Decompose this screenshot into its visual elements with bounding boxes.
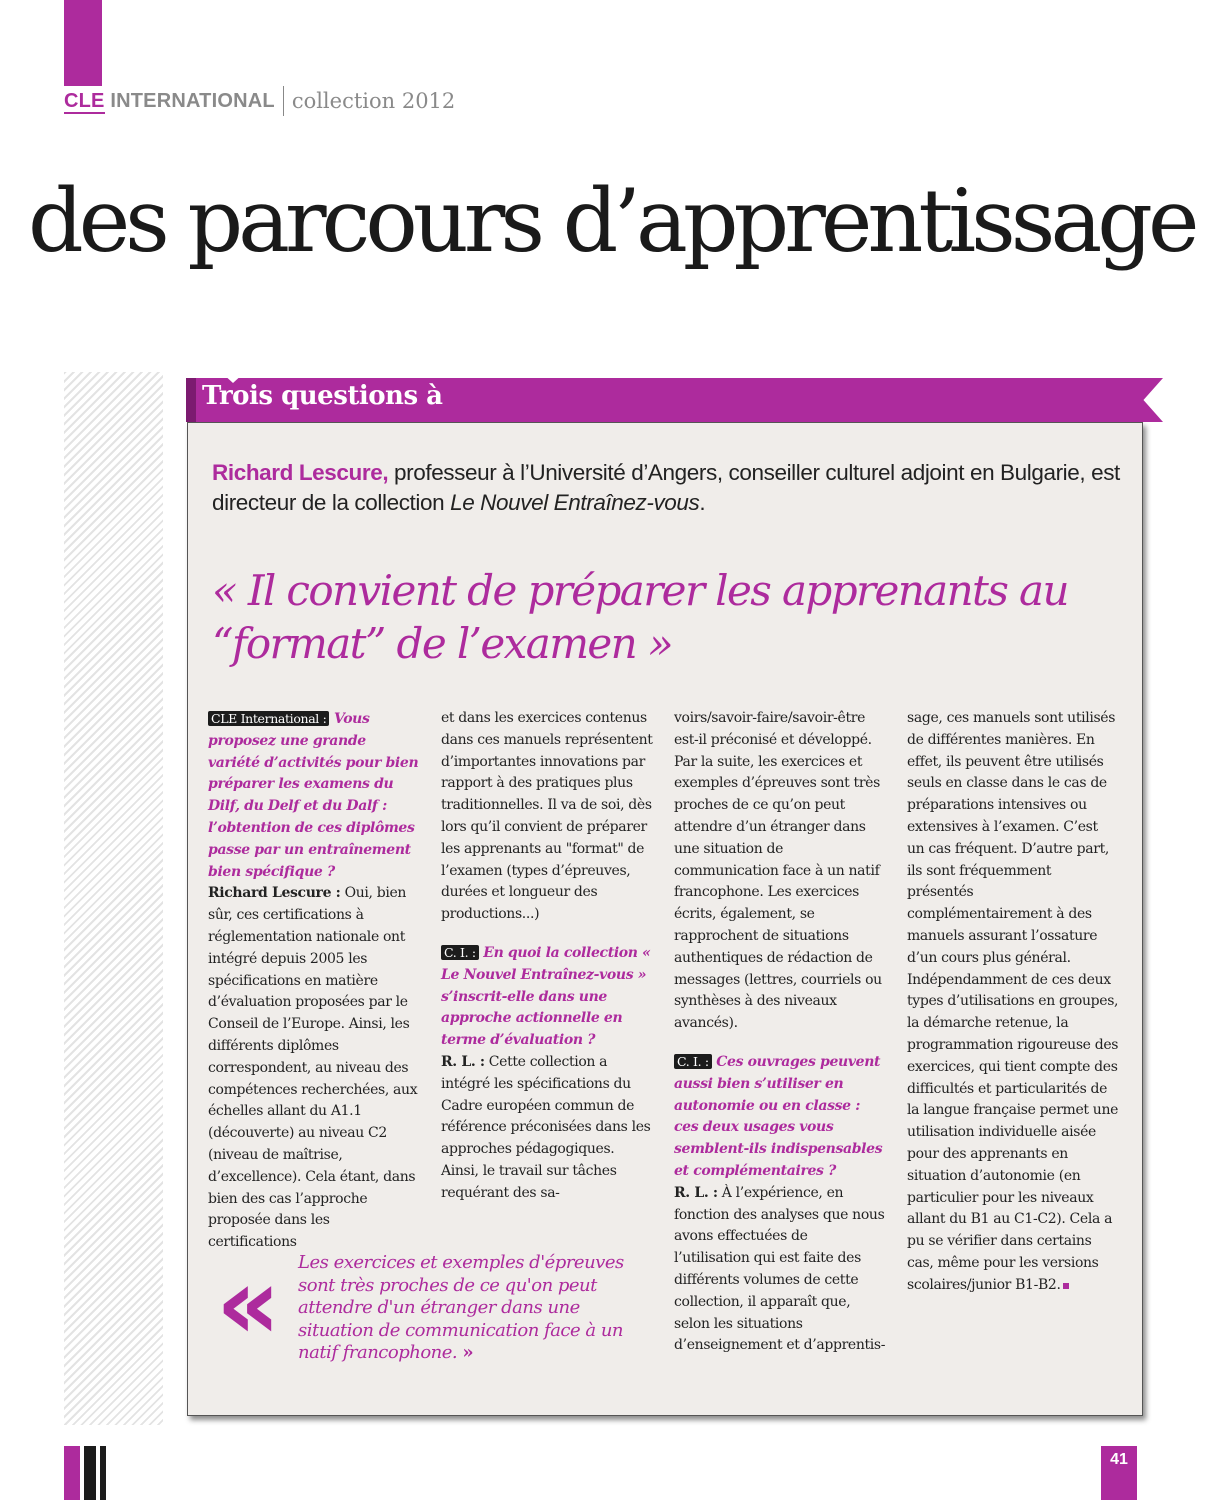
text-column-3	[674, 708, 886, 1357]
pull-quote-text: Les exercices et exemples d'épreuves sont très proches de ce qu'on peut attendre d'un étranger dans une situation de communication face à un natif francophone.	[298, 1252, 624, 1363]
pull-quote	[298, 1252, 638, 1365]
text-column-1	[208, 708, 420, 1254]
intro-paragraph	[212, 458, 1122, 518]
banner-stripe	[186, 378, 196, 422]
text-column-2	[441, 708, 653, 1205]
open-quote-icon: «	[216, 1245, 267, 1362]
text-column-4	[907, 708, 1119, 1297]
answer-1	[208, 883, 420, 1254]
question-text: En quoi la collection « Le Nouvel Entraînez-vous » s’inscrit-elle dans une approche actionnelle en terme d’évaluation ?	[441, 944, 651, 1049]
answer-3	[674, 1183, 886, 1357]
page-title: des parcours d’apprentissage	[28, 170, 1195, 272]
answer-text: À l’expérience, en fonction des analyses que nous avons effectuées de l’utilisation qui est faite des différents volumes de cette collection, il apparaît que, selon les situations d’enseignement et d’apprentis-	[674, 1184, 886, 1354]
answer-2-continued: voirs/savoir-faire/savoir-être est-il préconisé et développé. Par la suite, les exercices et exemples d’épreuves sont très proches de ce qu’on peut attendre d’un étranger dans une situation de communication face à un natif francophone. Les exercices écrits, également, se rapprochent de situations authentiques de rédaction de messages (lettres, courriels ou synthèses à des niveaux avancés).	[674, 710, 882, 1032]
question-tag: C. I. :	[441, 945, 479, 960]
brand-accent: CLE	[64, 89, 105, 112]
top-accent-bar	[64, 0, 102, 86]
answer-3-continued	[907, 708, 1119, 1297]
question-1	[208, 708, 420, 883]
header-divider	[283, 86, 284, 116]
collection-label: collection 2012	[291, 89, 456, 113]
brand-logo	[64, 90, 275, 113]
answer-text: Cette collection a intégré les spécifications du Cadre européen commun de référence préconisées dans les approches pédagogiques. Ainsi, le travail sur tâches requérant des sa-	[441, 1053, 651, 1201]
hatch-decoration	[64, 372, 163, 1425]
speaker-label: R. L. :	[441, 1053, 485, 1070]
answer-text: Oui, bien sûr, ces certifications à réglementation nationale ont intégré depuis 2005 les spécifications en matière d’évaluation proposées par le Conseil de l’Europe. Ainsi, les différents diplômes correspondent, au niveau des compétences recherchées, aux échelles allant du A1.1 (découverte) au niveau C2 (niveau de maîtrise, d’excellence). Cela étant, dans bien des cas l’approche proposée dans les certifications	[208, 885, 418, 1251]
banner-title: Trois questions à	[202, 381, 443, 411]
speaker-label: Richard Lescure :	[208, 885, 341, 902]
question-3	[674, 1051, 886, 1183]
page-number: 41	[1101, 1446, 1137, 1500]
speaker-label: R. L. :	[674, 1184, 718, 1201]
bottom-bar-accent	[64, 1446, 80, 1500]
intro-end: .	[699, 490, 706, 515]
bottom-bars-decoration	[64, 1446, 106, 1500]
page-header	[64, 86, 455, 116]
answer-text: sage, ces manuels sont utilisés de différentes manières. En effet, ils peuvent être utilisés seuls en classe dans le cas de préparations intensives ou extensives à l’examen. C’est un cas fréquent. D’autre part, ils sont fréquemment présentés complémentairement à des manuels assurant l’ossature d’un cours plus général. Indépendamment de ces deux types d’utilisations en groupes, la démarche retenue, la programmation rigoureuse des exercices, qui tient compte des difficultés et particularités de la langue française permet une utilisation individuelle aisée pour des apprenants en situation d’autonomie (en particulier pour les niveaux allant du B1 au C1-C2). Cela a pu se vérifier dans certains cas, même pour les versions scolaires/junior B1-B2.	[907, 710, 1119, 1293]
headline-quote: « Il convient de préparer les apprenants au “format” de l’examen »	[212, 566, 1068, 668]
question-text: Vous proposez une grande variété d’activités pour bien préparer les examens du Dilf, du Delf et du Dalf : l’obtention de ces diplômes passe par un entraînement bien spécifique ?	[208, 711, 419, 880]
question-text: Ces ouvrages peuvent aussi bien s’utiliser en autonomie ou en classe : ces deux usages vous semblent-ils indispensables et complémentaires ?	[674, 1053, 883, 1179]
answer-1-continued: et dans les exercices contenus dans ces manuels représentent d’importantes innovations par rapport à des pratiques plus traditionnelles. Il va de soi, dès lors qu’il convient de préparer les apprenants au "format" de l’examen (types d’épreuves, durées et longueur des productions...)	[441, 710, 653, 923]
question-tag: CLE International :	[208, 711, 329, 726]
collection-title: Le Nouvel Entraînez-vous	[450, 490, 700, 515]
end-mark-icon	[1063, 1283, 1069, 1289]
brand-rest: INTERNATIONAL	[104, 89, 275, 112]
question-tag: C. I. :	[674, 1054, 712, 1069]
close-quote-icon: »	[462, 1342, 474, 1363]
interviewee-name: Richard Lescure,	[212, 460, 389, 485]
question-2	[441, 942, 653, 1052]
bottom-bar-dark	[84, 1446, 96, 1500]
bottom-bar-thin	[100, 1446, 106, 1500]
intro-text: professeur à l’Université d’Angers, conseiller culturel adjoint en Bulgarie, est directeur de la collection	[212, 460, 1120, 515]
answer-2	[441, 1052, 653, 1205]
